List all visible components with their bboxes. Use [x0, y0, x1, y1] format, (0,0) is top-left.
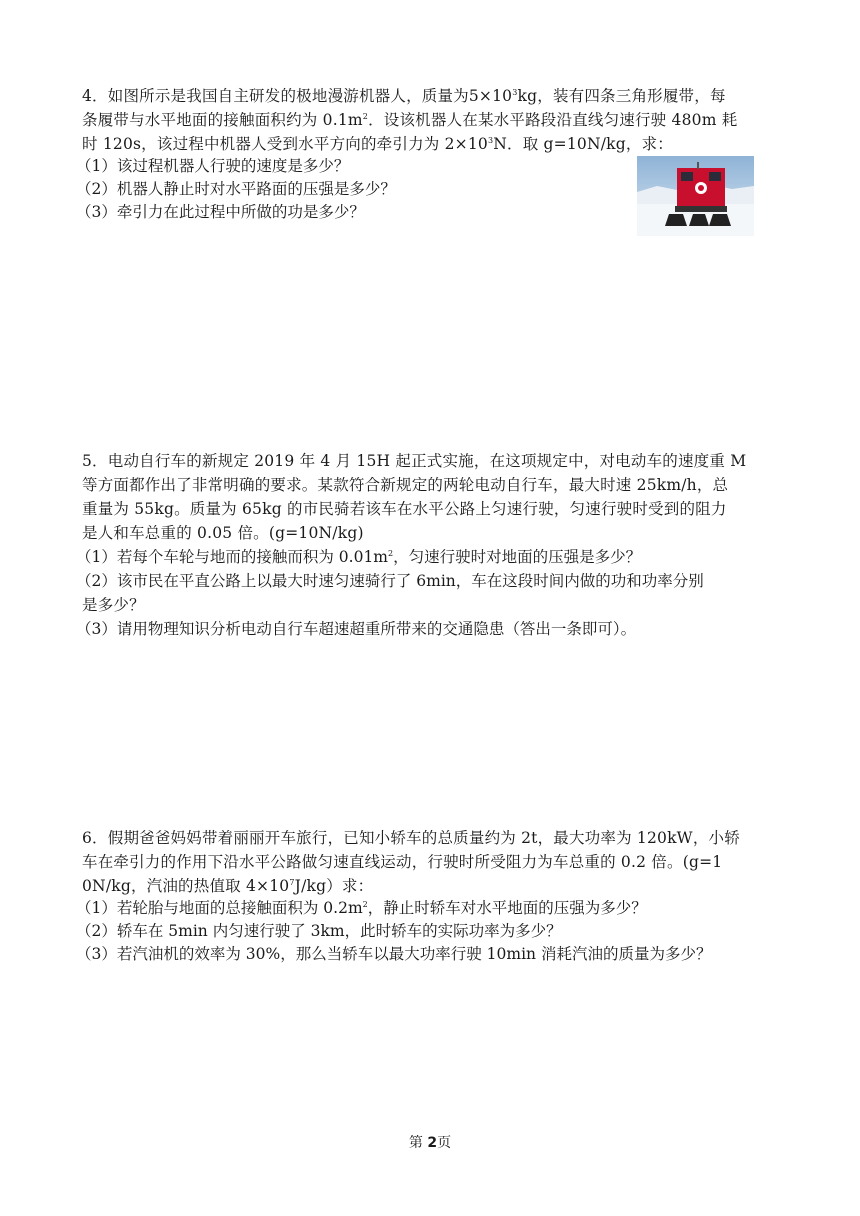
q4-line-3: 时 120s，该过程中机器人受到水平方向的牵引力为 $2\times 10^3N$．取 g=10N/kg，求： — [82, 135, 673, 153]
q4-subquestion-3: （3）牵引力在此过程中所做的功是多少？ — [76, 203, 365, 221]
q5-subquestion-2-cont: 是多少？ — [82, 596, 145, 614]
q5-line-4: 是人和车总重的 0.05 倍。(g=10N/kg) — [82, 524, 364, 542]
page-number: 第 2页 — [408, 1135, 452, 1151]
q5-line-2: 等方面都作出了非常明确的要求。某款符合新规定的两轮电动自行车，最大时速 25km/h，总 — [82, 476, 729, 494]
q6-line-3: 0N/kg，汽油的热值取 $4\times 10^7J/kg$）求： — [82, 877, 374, 895]
q5-subquestion-2: （2）该市民在平直公路上以最大时速匀速骑行了 6min，车在这段时间内做的功和功率分别 — [76, 572, 704, 590]
q5-line-1: 5．电动自行车的新规定 2019 年 4 月 15H 起正式实施，在这项规定中，对电动车的速度重 M — [82, 452, 747, 470]
q5-subquestion-3: （3）请用物理知识分析电动自行车超速超重所带来的交通隐患（答出一条即可）。 — [76, 620, 637, 638]
q6-subquestion-2: （2）轿车在 5min 内匀速行驶了 3km，此时轿车的实际功率为多少？ — [76, 922, 562, 940]
q4-line-1: 4．如图所示是我国自主研发的极地漫游机器人，质量为$5\times 10^3kg$，装有四条三角形履带，每 — [82, 87, 726, 105]
q6-subquestion-1: （1）若轮胎与地面的总接触面积为 $0.2m^2$，静止时轿车对水平地面的压强为多少？ — [76, 899, 647, 917]
q5-line-3: 重量为 55kg。质量为 65kg 的市民骑若该车在水平公路上匀速行驶，匀速行驶时受到的阻力 — [82, 500, 727, 518]
q4-line-2: 条履带与水平地面的接触面积约为 $0.1m^2$．设该机器人在某水平路段沿直线匀速行驶 480m 耗 — [82, 111, 738, 129]
q4-subquestion-1: （1）该过程机器人行驶的速度是多少？ — [76, 157, 350, 175]
q6-line-2: 车在牵引力的作用下沿水平公路做匀速直线运动，行驶时所受阻力为车总重的 0.2 倍。(g=1 — [82, 853, 723, 871]
polar-robot-image — [637, 156, 754, 236]
q6-subquestion-3: （3）若汽油机的效率为 30%，那么当轿车以最大功率行驶 10min 消耗汽油的质量为多少？ — [76, 945, 712, 963]
q4-subquestion-2: （2）机器人静止时对水平路面的压强是多少？ — [76, 180, 396, 198]
q5-subquestion-1: （1）若每个车轮与地而的接触而积为 $0.01m^2$，匀速行驶时对地面的压强是多少？ — [76, 548, 642, 566]
q6-line-1: 6．假期爸爸妈妈带着丽丽开车旅行，已知小轿车的总质量约为 2t，最大功率为 120kW，小轿 — [82, 829, 740, 847]
